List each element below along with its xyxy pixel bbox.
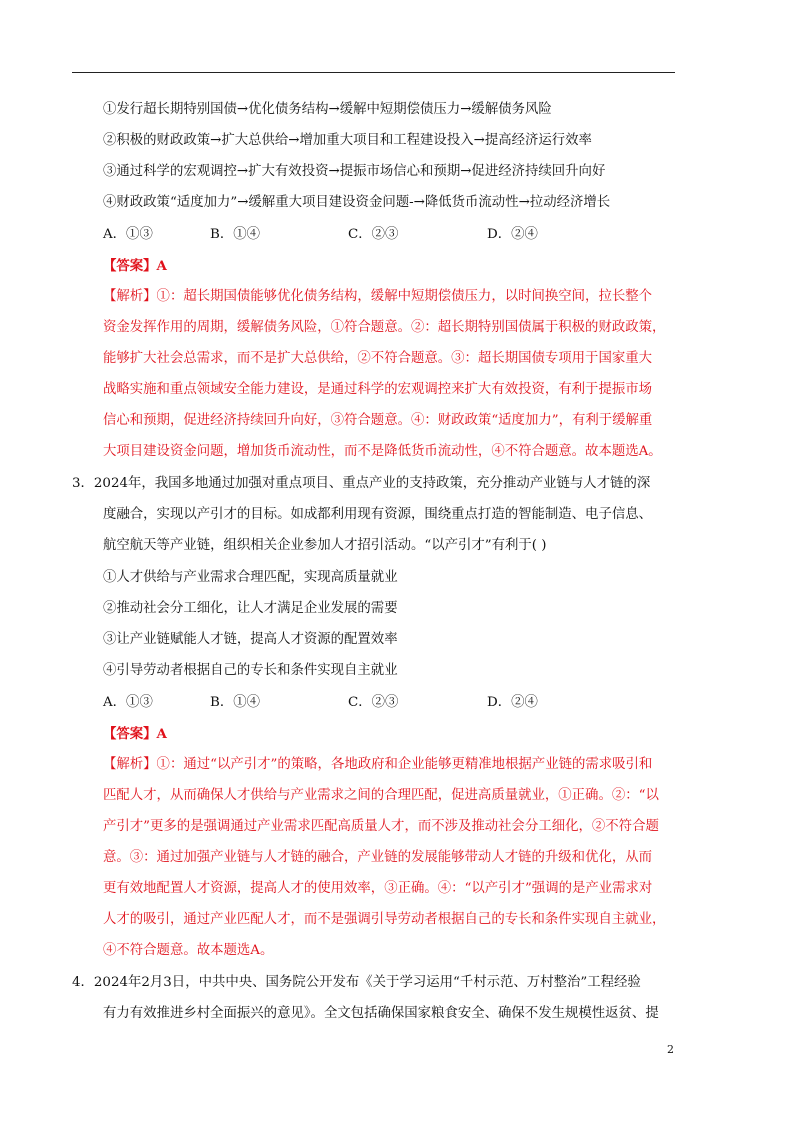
q3-option-a: A．①③	[103, 695, 153, 710]
q3-item-3: ③让产业链赋能人才链，提高人才资源的配置效率	[103, 632, 398, 647]
q3-option-c: C．②③	[348, 695, 399, 710]
q2-analysis-4: 战略实施和重点领域安全能力建设，是通过科学的宏观调控来扩大有效投资，有利于提振市场	[103, 382, 653, 397]
q4-stem-1: 4．2024年2月3日，中共中央、国务院公开发布《关于学习运用“千村示范、万村整治”工程经验	[72, 975, 641, 990]
q3-stem-2: 度融合，实现以产引才的目标。如成都利用现有资源，围绕重点打造的智能制造、电子信息、	[103, 507, 653, 522]
q3-analysis-4: 意。③：通过加强产业链与人才链的融合，产业链的发展能够带动人才链的升级和优化，从而	[103, 850, 653, 865]
q2-option-d: D．②④	[487, 227, 538, 242]
q3-item-1: ①人才供给与产业需求合理匹配，实现高质量就业	[103, 570, 398, 585]
q2-item-3: ③通过科学的宏观调控→扩大有效投资→提振市场信心和预期→促进经济持续回升向好	[103, 164, 606, 179]
q2-item-2: ②积极的财政政策→扩大总供给→增加重大项目和工程建设投入→提高经济运行效率	[103, 133, 592, 148]
q2-option-b: B．①④	[210, 227, 261, 242]
q2-analysis-2: 资金发挥作用的周期，缓解债务风险，①符合题意。②：超长期特别国债属于积极的财政政策，	[103, 320, 666, 335]
q4-stem-2: 有力有效推进乡村全面振兴的意见》。全文包括确保国家粮食安全、确保不发生规模性返贫、提	[103, 1006, 659, 1021]
q3-answer: 【答案】A	[103, 726, 167, 742]
q2-options	[103, 226, 663, 244]
q2-analysis-1: 【解析】①：超长期国债能够优化债务结构，缓解中短期偿债压力，以时间换空间，拉长整个	[103, 289, 653, 304]
q3-option-d: D．②④	[487, 695, 538, 710]
q3-stem-1: 3．2024年，我国多地通过加强对重点项目、重点产业的支持政策，充分推动产业链与人才链的深	[72, 476, 651, 491]
q3-analysis-6: 人才的吸引，通过产业匹配人才，而不是强调引导劳动者根据自己的专长和条件实现自主就业，	[103, 912, 666, 927]
q2-analysis-5: 信心和预期，促进经济持续回升向好，③符合题意。④：财政政策“适度加力”，有利于缓解重	[103, 413, 653, 428]
q2-option-a: A．①③	[103, 227, 153, 242]
q3-analysis-3: 产引才”更多的是强调通过产业需求匹配高质量人才，而不涉及推动社会分工细化，②不符合题	[103, 819, 659, 834]
q2-analysis-6: 大项目建设资金问题，增加货币流动性，而不是降低货币流动性，④不符合题意。故本题选A。	[103, 444, 662, 459]
q3-option-b: B．①④	[210, 695, 261, 710]
q3-item-4: ④引导劳动者根据自己的专长和条件实现自主就业	[103, 663, 398, 678]
q2-option-c: C．②③	[348, 227, 399, 242]
q2-item-1: ①发行超长期特别国债→优化债务结构→缓解中短期偿债压力→缓解债务风险	[103, 102, 552, 117]
q2-analysis-3: 能够扩大社会总需求，而不是扩大总供给，②不符合题意。③：超长期国债专项用于国家重大	[103, 351, 653, 366]
q3-options	[103, 694, 663, 712]
q3-analysis-7: ④不符合题意。故本题选A。	[103, 943, 274, 958]
q3-stem-3: 航空航天等产业链，组织相关企业参加人才招引活动。“以产引才”有利于( )	[103, 538, 547, 553]
q2-item-4: ④财政政策“适度加力”→缓解重大项目建设资金问题-→降低货币流动性→拉动经济增长	[103, 195, 611, 210]
q3-analysis-1: 【解析】①：通过“以产引才”的策略，各地政府和企业能够更精准地根据产业链的需求吸引和	[103, 757, 653, 772]
header-rule	[72, 72, 675, 73]
q3-item-2: ②推动社会分工细化，让人才满足企业发展的需要	[103, 601, 398, 616]
q3-analysis-5: 更有效地配置人才资源，提高人才的使用效率，③正确。④：“以产引才”强调的是产业需求对	[103, 881, 653, 896]
q3-analysis-2: 匹配人才，从而确保人才供给与产业需求之间的合理匹配，促进高质量就业，①正确。②：“以	[103, 788, 659, 803]
page-number: 2	[667, 1043, 674, 1056]
q2-answer: 【答案】A	[103, 258, 167, 274]
